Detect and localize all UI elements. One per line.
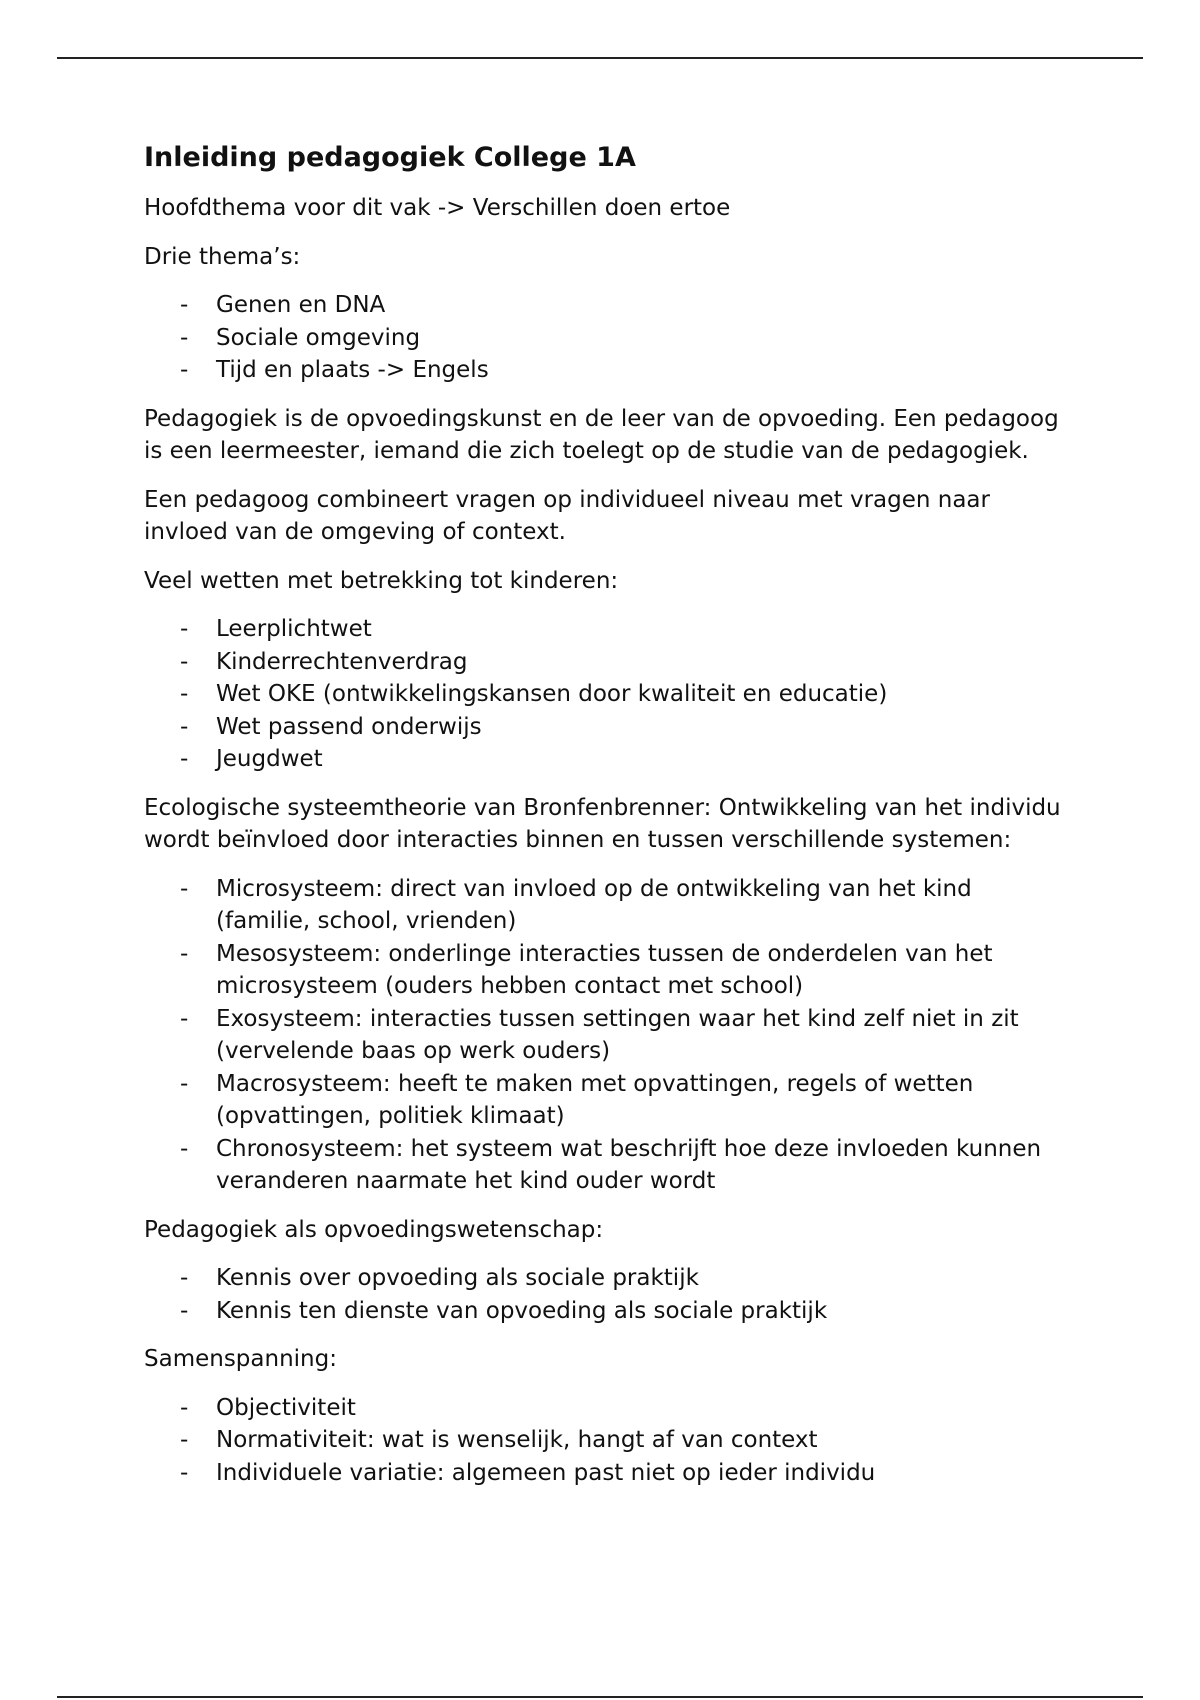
bullet-dash: -	[180, 681, 189, 707]
list-item: - Mesosysteem: onderlinge interacties tussen de onderdelen van het microsysteem (ouders hebben contact met school)	[144, 938, 1064, 1003]
list-item: - Genen en DNA	[144, 289, 1064, 322]
bullet-dash: -	[180, 1427, 189, 1453]
themes-heading: Drie thema’s:	[144, 243, 301, 270]
bullet-dash: -	[180, 1265, 189, 1291]
bullet-dash: -	[180, 1394, 189, 1421]
list-item: - Sociale omgeving	[144, 322, 1064, 355]
list-item: - Kinderrechtenverdrag	[144, 646, 1064, 679]
tension-heading: Samenspanning:	[144, 1346, 337, 1372]
document-body	[144, 140, 1064, 1505]
science-heading: Pedagogiek als opvoedingswetenschap:	[144, 1216, 604, 1243]
bullet-dash: -	[180, 1459, 189, 1486]
bullet-dash: -	[180, 292, 189, 318]
bullet-dash: -	[180, 713, 189, 740]
list-item: - Macrosysteem: heeft te maken met opvattingen, regels of wetten (opvattingen, politiek klimaat)	[144, 1068, 1064, 1133]
list-item: - Chronosysteem: het systeem wat beschrijft hoe deze invloeden kunnen veranderen naarmate het kind ouder wordt	[144, 1133, 1064, 1198]
tension-list	[144, 1392, 1064, 1490]
document-title: Inleiding pedagogiek College 1A	[144, 142, 636, 173]
pedagoog-paragraph: Een pedagoog combineert vragen op individueel niveau met vragen naar invloed van de omgeving of context.	[144, 486, 990, 545]
bullet-dash: -	[180, 746, 189, 772]
bullet-dash: -	[180, 324, 189, 351]
list-item: - Wet passend onderwijs	[144, 711, 1064, 744]
science-list	[144, 1262, 1064, 1327]
list-item: - Objectiviteit	[144, 1392, 1064, 1425]
list-item: - Exosysteem: interacties tussen settingen waar het kind zelf niet in zit (vervelende baas op werk ouders)	[144, 1003, 1064, 1068]
ecology-heading: Ecologische systeemtheorie van Bronfenbrenner: Ontwikkeling van het individu wordt beïnvloed door interacties binnen en tussen verschillende systemen:	[144, 794, 1061, 853]
list-item: - Microsysteem: direct van invloed op de ontwikkeling van het kind (familie, school, vrienden)	[144, 873, 1064, 938]
bullet-dash: -	[180, 1135, 189, 1162]
list-item: - Kennis over opvoeding als sociale praktijk	[144, 1262, 1064, 1295]
list-item: - Leerplichtwet	[144, 613, 1064, 646]
footer-rule	[57, 1696, 1143, 1698]
header-rule	[57, 57, 1143, 59]
systems-list	[144, 873, 1064, 1198]
list-item: - Wet OKE (ontwikkelingskansen door kwaliteit en educatie)	[144, 678, 1064, 711]
bullet-dash: -	[180, 1070, 189, 1097]
list-item: - Kennis ten dienste van opvoeding als sociale praktijk	[144, 1295, 1064, 1328]
themes-list	[144, 289, 1064, 387]
bullet-dash: -	[180, 1297, 189, 1324]
bullet-dash: -	[180, 875, 189, 902]
laws-list	[144, 613, 1064, 776]
bullet-dash: -	[180, 357, 189, 383]
bullet-dash: -	[180, 648, 189, 675]
list-item: - Jeugdwet	[144, 743, 1064, 776]
bullet-dash: -	[180, 616, 189, 642]
list-item: - Normativiteit: wat is wenselijk, hangt af van context	[144, 1424, 1064, 1457]
bullet-dash: -	[180, 1005, 189, 1032]
list-item: - Individuele variatie: algemeen past niet op ieder individu	[144, 1457, 1064, 1490]
bullet-dash: -	[180, 940, 189, 967]
intro-paragraph: Hoofdthema voor dit vak -> Verschillen doen ertoe	[144, 195, 731, 221]
list-item: - Tijd en plaats -> Engels	[144, 354, 1064, 387]
definition-paragraph: Pedagogiek is de opvoedingskunst en de leer van de opvoeding. Een pedagoog is een leermeester, iemand die zich toelegt op de studie van de pedagogiek.	[144, 405, 1059, 464]
laws-heading: Veel wetten met betrekking tot kinderen:	[144, 567, 619, 594]
